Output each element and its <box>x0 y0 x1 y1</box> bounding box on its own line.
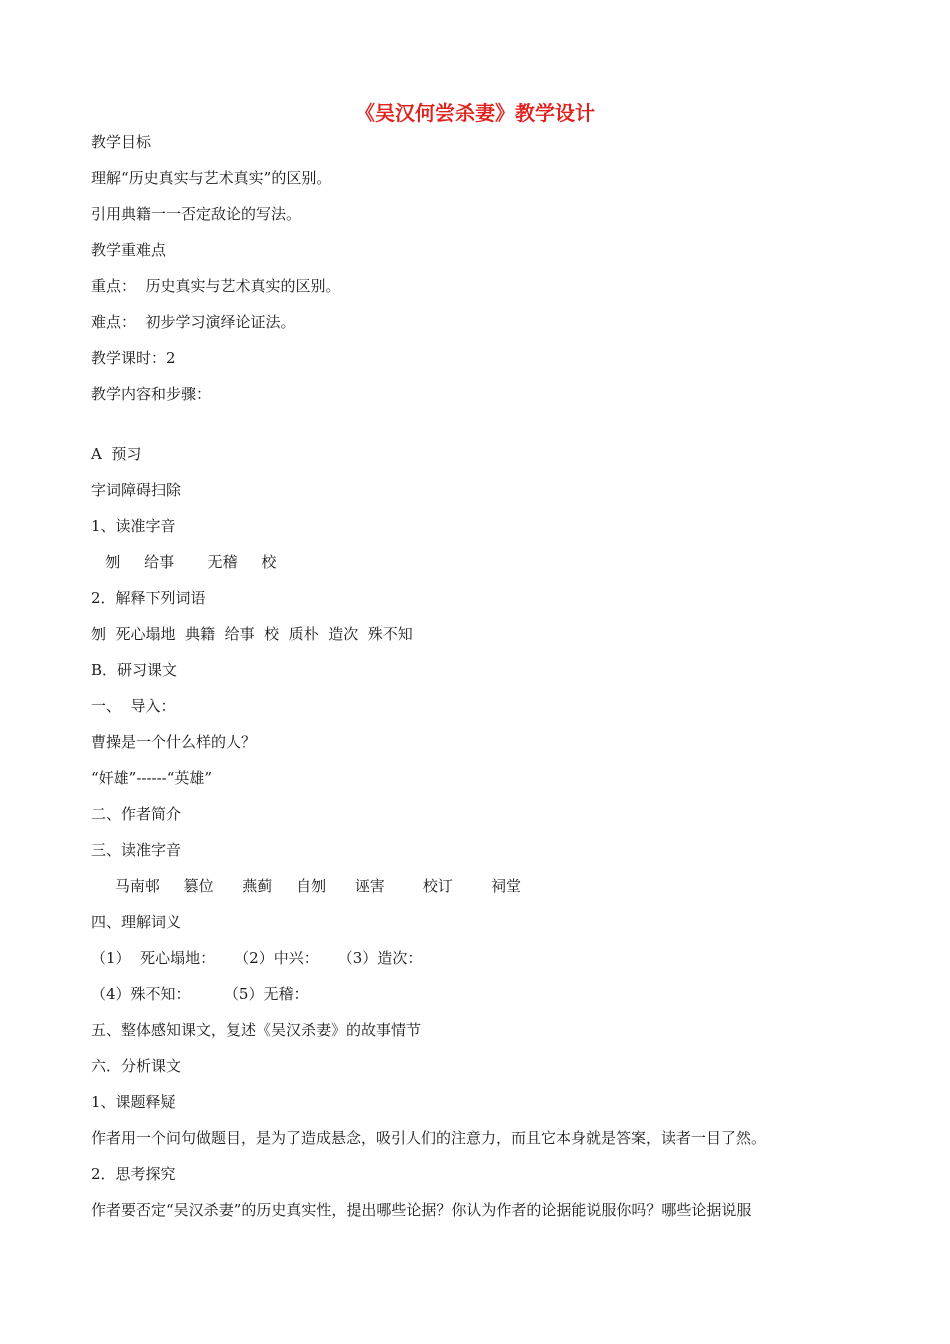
text-line: “奸雄”------“英雄” <box>91 769 213 787</box>
text-line: 难点： 初步学习演绎论证法。 <box>91 313 296 331</box>
text-line: 六．分析课文 <box>91 1057 182 1075</box>
text-line: 2．解释下列词语 <box>91 589 206 607</box>
text-line: 刎 死心塌地 典籍 给事 校 质朴 造次 殊不知 <box>91 625 413 643</box>
text-line: 教学内容和步骤： <box>91 385 212 403</box>
text-line: 四、理解词义 <box>91 913 182 931</box>
text-line: 一、 导入： <box>91 697 176 715</box>
blank-line <box>91 412 871 436</box>
text-line: 引用典籍一一否定敌论的写法。 <box>91 205 302 223</box>
text-line: B．研习课文 <box>91 661 178 679</box>
text-line: 刎 给事 无稽 校 <box>91 553 277 571</box>
text-line: 1、读准字音 <box>91 517 176 535</box>
text-line: 理解“历史真实与艺术真实”的区别。 <box>91 169 332 187</box>
text-line: 二、作者简介 <box>91 805 182 823</box>
document-title: 《吴汉何尝杀妻》教学设计 <box>355 101 595 125</box>
text-line: （4）殊不知： （5）无稽： <box>91 985 309 1003</box>
text-line: （1） 死心塌地： （2）中兴： （3）造次： <box>91 949 423 967</box>
document-body <box>91 124 871 1228</box>
text-line: 曹操是一个什么样的人？ <box>91 733 257 751</box>
text-line: 教学目标 <box>91 133 152 151</box>
text-line: 作者要否定“吴汉杀妻”的历史真实性，提出哪些论据？你认为作者的论据能说服你吗？哪些论据说服 <box>91 1201 752 1219</box>
text-line: 字词障碍扫除 <box>91 481 182 499</box>
text-line: 重点： 历史真实与艺术真实的区别。 <box>91 277 341 295</box>
text-line: 教学课时：2 <box>91 349 176 367</box>
text-line: 作者用一个问句做题目，是为了造成悬念，吸引人们的注意力，而且它本身就是答案，读者一目了然。 <box>91 1129 767 1147</box>
text-line: A 预习 <box>91 445 142 463</box>
text-line: 1、课题释疑 <box>91 1093 176 1111</box>
text-line: 三、读准字音 <box>91 841 182 859</box>
text-line: 五、整体感知课文，复述《吴汉杀妻》的故事情节 <box>91 1021 422 1039</box>
text-line: 马南邨 篡位 燕蓟 自刎 诬害 校订 祠堂 <box>91 877 522 895</box>
text-line: 教学重难点 <box>91 241 167 259</box>
text-line: 2．思考探究 <box>91 1165 176 1183</box>
